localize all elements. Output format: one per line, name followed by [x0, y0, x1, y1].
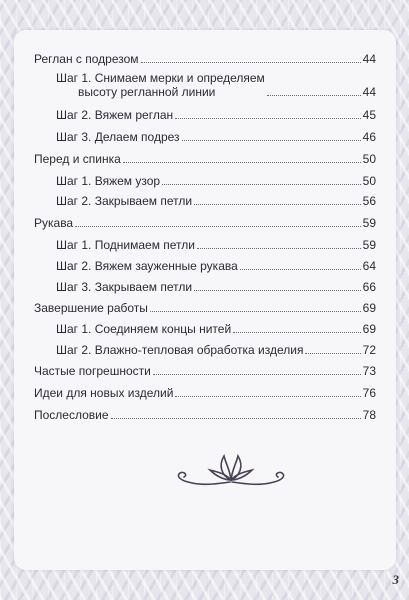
toc-page-number: 66 — [362, 280, 376, 294]
toc-entry-title: Шаг 1. Поднимаем петли — [56, 238, 195, 252]
toc-page-number: 69 — [362, 322, 376, 336]
toc-entry-title: Завершение работы — [34, 301, 148, 315]
toc-page-number: 73 — [362, 364, 376, 378]
leader-dots — [111, 418, 361, 419]
leader-dots — [75, 226, 361, 227]
toc-entry[interactable] — [34, 301, 376, 315]
toc-page-number: 44 — [362, 85, 376, 99]
toc-page-number: 50 — [362, 174, 376, 188]
toc-entry-title: Шаг 2. Закрываем петли — [56, 194, 193, 208]
toc-entry-title: Перед и спинка — [34, 152, 121, 166]
toc-entry-title: Шаг 2. Вяжем реглан — [56, 108, 174, 122]
toc-entry[interactable] — [34, 386, 376, 400]
leader-dots — [305, 353, 360, 354]
toc-page-number: 64 — [362, 259, 376, 273]
toc-entry[interactable] — [34, 216, 376, 230]
toc-page-number: 56 — [362, 194, 376, 208]
toc-page-number: 44 — [362, 52, 376, 66]
toc-entry-title: Шаг 1. Соединяем концы нитей — [56, 322, 232, 336]
toc-entry[interactable] — [56, 343, 376, 357]
toc-entry[interactable] — [34, 364, 376, 378]
toc-page-number: 69 — [362, 301, 376, 315]
leaf-flourish-icon — [166, 446, 296, 496]
toc-entry-title-line: Шаг 1. Снимаем мерки и определяем — [56, 71, 265, 85]
toc-entry[interactable] — [56, 238, 376, 252]
toc-entry-title-line: высоту регланной линии — [78, 85, 216, 99]
leader-dots — [175, 396, 360, 397]
toc-entry[interactable] — [56, 280, 376, 294]
leader-dots — [194, 290, 361, 291]
leader-dots — [123, 162, 361, 163]
leader-dots — [267, 95, 361, 96]
toc-entry[interactable] — [34, 152, 376, 166]
toc-entry[interactable] — [56, 259, 376, 273]
toc-entry-title — [56, 71, 265, 99]
toc-entry-title: Частые погрешности — [34, 364, 151, 378]
toc-entry-title: Шаг 2. Вяжем зауженные рукава — [56, 259, 238, 273]
toc-entry[interactable] — [34, 52, 376, 66]
toc-entry[interactable] — [56, 71, 376, 99]
toc-page-number: 45 — [362, 108, 376, 122]
toc-page-number: 50 — [362, 152, 376, 166]
toc-entry[interactable] — [56, 130, 376, 144]
toc-entry[interactable] — [56, 174, 376, 188]
leader-dots — [150, 311, 361, 312]
leader-dots — [153, 374, 361, 375]
leader-dots — [240, 269, 361, 270]
toc-entry-title: Шаг 2. Влажно-тепловая обработка изделия — [56, 343, 304, 357]
toc-page-number: 72 — [362, 343, 376, 357]
leader-dots — [182, 140, 361, 141]
toc-entry-title: Послесловие — [34, 408, 109, 422]
toc-entry[interactable] — [56, 108, 376, 122]
toc-entry-title: Шаг 3. Закрываем петли — [56, 280, 193, 294]
leader-dots — [175, 118, 361, 119]
toc-page-number: 76 — [362, 386, 376, 400]
toc-entry-title: Идеи для новых изделий — [34, 386, 174, 400]
toc-entry-title: Реглан с подрезом — [34, 52, 139, 66]
leader-dots — [197, 248, 361, 249]
toc-entry[interactable] — [34, 408, 376, 422]
toc-page-number: 59 — [362, 238, 376, 252]
leader-dots — [194, 204, 361, 205]
toc-entry-title: Рукава — [34, 216, 74, 230]
toc-entry[interactable] — [56, 322, 376, 336]
toc-entry-title: Шаг 3. Делаем подрез — [56, 130, 180, 144]
toc-page-number: 78 — [362, 408, 376, 422]
leader-dots — [141, 62, 361, 63]
toc-page-number: 46 — [362, 130, 376, 144]
toc-entry[interactable] — [56, 194, 376, 208]
toc-entry-title: Шаг 1. Вяжем узор — [56, 174, 161, 188]
page-number: 3 — [392, 572, 399, 587]
leader-dots — [233, 332, 360, 333]
leader-dots — [162, 184, 361, 185]
toc-page-number: 59 — [362, 216, 376, 230]
